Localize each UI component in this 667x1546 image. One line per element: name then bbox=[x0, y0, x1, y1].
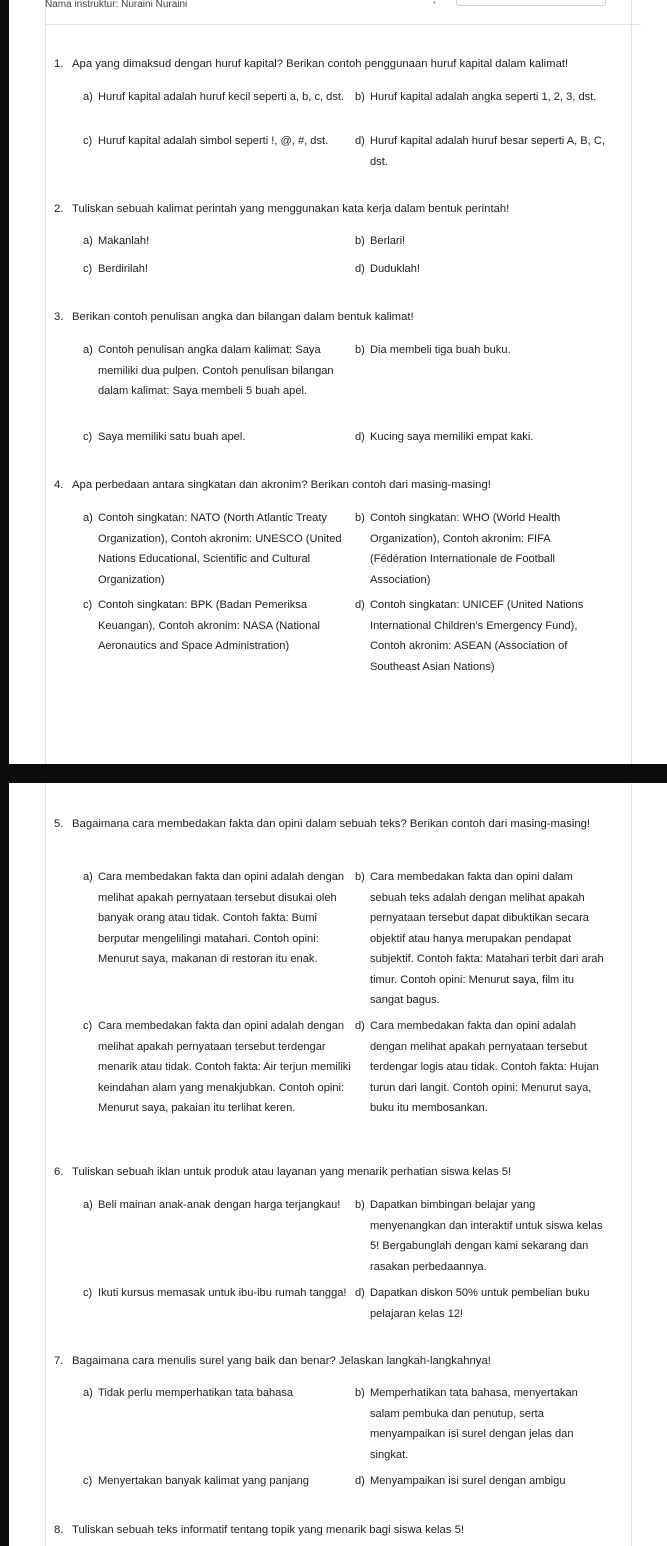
option-letter: d) bbox=[355, 1475, 365, 1487]
option-letter: c) bbox=[83, 135, 93, 147]
option-3a[interactable] bbox=[83, 340, 354, 402]
question-text: Tuliskan sebuah iklan untuk produk atau layanan yang menarik perhatian siswa kelas 5! bbox=[72, 1166, 512, 1178]
option-text: Menyertakan banyak kalimat yang panjang bbox=[98, 1475, 309, 1487]
option-4c[interactable] bbox=[83, 595, 354, 657]
option-letter: c) bbox=[83, 431, 93, 443]
option-7d[interactable] bbox=[355, 1471, 608, 1492]
question-text: Apa yang dimaksud dengan huruf kapital? Berikan contoh penggunaan huruf kapital dalam kalimat! bbox=[72, 58, 569, 70]
option-text: Berlari! bbox=[370, 235, 406, 247]
option-text: Dapatkan diskon 50% untuk pembelian buku pelajaran kelas 12! bbox=[370, 1287, 590, 1320]
option-letter: b) bbox=[355, 235, 365, 247]
option-text: Cara membedakan fakta dan opini adalah dengan melihat apakah pernyataan tersebut terdengar logis atau tidak. Contoh fakta: Hujan turun dari langit. Contoh opini: Menurut saya, buku itu membosankan. bbox=[370, 1020, 599, 1114]
option-7b[interactable] bbox=[355, 1383, 608, 1465]
option-text: Cara membedakan fakta dan opini adalah dengan melihat apakah pernyataan tersebut disukai oleh banyak orang atau tidak. Contoh fakta: Bumi berputar mengelilingi matahari. Contoh opini: Menurut saya, makanan di restoran itu enak. bbox=[98, 871, 345, 965]
option-5d[interactable] bbox=[355, 1016, 608, 1119]
option-text: Huruf kapital adalah huruf kecil seperti a, b, c, dst. bbox=[98, 91, 345, 103]
question-number: 8. bbox=[54, 1524, 64, 1536]
option-1a[interactable] bbox=[83, 87, 354, 108]
question-text: Apa perbedaan antara singkatan dan akronim? Berikan contoh dari masing-masing! bbox=[72, 479, 491, 491]
question-text: Berikan contoh penulisan angka dan bilangan dalam bentuk kalimat! bbox=[72, 311, 414, 323]
option-letter: d) bbox=[355, 1287, 365, 1299]
option-4d[interactable] bbox=[355, 595, 608, 677]
option-letter: c) bbox=[83, 1475, 93, 1487]
option-3c[interactable] bbox=[83, 427, 354, 448]
margin-rule-left bbox=[45, 0, 46, 764]
question-text: Tuliskan sebuah kalimat perintah yang menggunakan kata kerja dalam bentuk perintah! bbox=[72, 203, 510, 215]
option-letter: b) bbox=[355, 871, 365, 883]
option-letter: c) bbox=[83, 263, 93, 275]
option-3d[interactable] bbox=[355, 427, 608, 448]
worksheet-page-1 bbox=[9, 0, 667, 764]
option-letter: a) bbox=[83, 91, 93, 103]
margin-rule-left bbox=[45, 783, 46, 1546]
option-text: Memperhatikan tata bahasa, menyertakan salam pembuka dan penutup, serta menyampaikan isi surel dengan jelas dan singkat. bbox=[370, 1387, 578, 1461]
question-number: 6. bbox=[54, 1166, 64, 1178]
question-number: 5. bbox=[54, 818, 64, 830]
option-6c[interactable] bbox=[83, 1283, 354, 1304]
option-2d[interactable] bbox=[355, 259, 608, 280]
margin-rule-right bbox=[631, 0, 632, 764]
option-text: Berdirilah! bbox=[98, 263, 148, 275]
option-text: Duduklah! bbox=[370, 263, 420, 275]
option-text: Huruf kapital adalah huruf besar seperti A, B, C, dst. bbox=[370, 135, 605, 168]
option-text: Tidak perlu memperhatikan tata bahasa bbox=[98, 1387, 294, 1399]
option-text: Dapatkan bimbingan belajar yang menyenangkan dan interaktif untuk siswa kelas 5! Bergabunglah dengan kami sekarang dan rasakan perbedaannya. bbox=[370, 1199, 603, 1273]
option-letter: c) bbox=[83, 599, 93, 611]
option-letter: c) bbox=[83, 1287, 93, 1299]
option-5c[interactable] bbox=[83, 1016, 354, 1119]
option-2b[interactable] bbox=[355, 231, 608, 252]
option-letter: a) bbox=[83, 1387, 93, 1399]
option-3b[interactable] bbox=[355, 340, 608, 361]
worksheet-page-2 bbox=[9, 783, 667, 1546]
option-6a[interactable] bbox=[83, 1195, 354, 1216]
option-text: Contoh singkatan: BPK (Badan Pemeriksa Keuangan), Contoh akronim: NASA (National Aeronautics and Space Administration) bbox=[98, 599, 320, 652]
option-text: Ikuti kursus memasak untuk ibu-ibu rumah tangga! bbox=[98, 1287, 347, 1299]
question-number: 2. bbox=[54, 203, 64, 215]
option-5b[interactable] bbox=[355, 867, 608, 1011]
option-7a[interactable] bbox=[83, 1383, 354, 1404]
option-2c[interactable] bbox=[83, 259, 354, 280]
option-text: Cara membedakan fakta dan opini dalam sebuah teks adalah dengan melihat apakah pernyataan tersebut dapat dibuktikan secara objektif atau hanya merupakan pendapat subjektif. Contoh fakta: Matahari terbit dari arah timur. Contoh opini: Menurut saya, film itu sangat bagus. bbox=[370, 871, 604, 1006]
option-letter: a) bbox=[83, 344, 93, 356]
option-text: Makanlah! bbox=[98, 235, 150, 247]
option-text: Dia membeli tiga buah buku. bbox=[370, 344, 511, 356]
option-6b[interactable] bbox=[355, 1195, 608, 1277]
option-1d[interactable] bbox=[355, 131, 608, 172]
option-letter: b) bbox=[355, 1199, 365, 1211]
option-letter: c) bbox=[83, 1020, 93, 1032]
option-text: Saya memiliki satu buah apel. bbox=[98, 431, 246, 443]
option-letter: b) bbox=[355, 91, 365, 103]
option-letter: a) bbox=[83, 235, 93, 247]
option-1c[interactable] bbox=[83, 131, 354, 152]
instructor-name: Nama instruktur: Nuraini Nuraini bbox=[45, 0, 188, 10]
option-letter: a) bbox=[83, 512, 93, 524]
option-2a[interactable] bbox=[83, 231, 354, 252]
option-letter: d) bbox=[355, 599, 365, 611]
option-letter: d) bbox=[355, 135, 365, 147]
option-text: Huruf kapital adalah simbol seperti !, @, #, dst. bbox=[98, 135, 329, 147]
question-text: Tuliskan sebuah teks informatif tentang topik yang menarik bagi siswa kelas 5! bbox=[72, 1524, 465, 1536]
option-text: Huruf kapital adalah angka seperti 1, 2, 3, dst. bbox=[370, 91, 597, 103]
question-number: 1. bbox=[54, 58, 64, 70]
option-text: Contoh penulisan angka dalam kalimat: Saya memiliki dua pulpen. Contoh penulisan bilangan dalam kalimat: Saya membeli 5 buah apel. bbox=[98, 344, 334, 397]
option-5a[interactable] bbox=[83, 867, 354, 970]
option-6d[interactable] bbox=[355, 1283, 608, 1324]
option-text: Menyampaikan isi surel dengan ambigu bbox=[370, 1475, 566, 1487]
option-letter: b) bbox=[355, 512, 365, 524]
question-number: 3. bbox=[54, 311, 64, 323]
option-letter: a) bbox=[83, 1199, 93, 1211]
option-text: Contoh singkatan: NATO (North Atlantic Treaty Organization), Contoh akronim: UNESCO (United Nations Educational, Scientific and Cultural Organization) bbox=[98, 512, 342, 586]
field-marker: • bbox=[433, 0, 436, 7]
option-letter: d) bbox=[355, 263, 365, 275]
question-text: Bagaimana cara membedakan fakta dan opini dalam sebuah teks? Berikan contoh dari masing-masing! bbox=[72, 818, 591, 830]
question-number: 4. bbox=[54, 479, 64, 491]
question-number: 7. bbox=[54, 1355, 64, 1367]
question-text: Bagaimana cara menulis surel yang baik dan benar? Jelaskan langkah-langkahnya! bbox=[72, 1355, 491, 1367]
option-4b[interactable] bbox=[355, 508, 608, 590]
option-text: Contoh singkatan: UNICEF (United Nations International Children's Emergency Fund), Contoh akronim: ASEAN (Association of Southeast Asian Nations) bbox=[370, 599, 584, 673]
option-text: Contoh singkatan: WHO (World Health Organization), Contoh akronim: FIFA (Fédération Internationale de Football Association) bbox=[370, 512, 561, 586]
option-text: Beli mainan anak-anak dengan harga terjangkau! bbox=[98, 1199, 341, 1211]
option-4a[interactable] bbox=[83, 508, 354, 590]
option-7c[interactable] bbox=[83, 1471, 354, 1492]
option-letter: b) bbox=[355, 344, 365, 356]
option-letter: d) bbox=[355, 1020, 365, 1032]
option-text: Cara membedakan fakta dan opini adalah dengan melihat apakah pernyataan tersebut terdengar menarik atau tidak. Contoh fakta: Air terjun memiliki keindahan alam yang menakjubkan. Contoh opini: Menurut saya, pakaian itu terlihat keren. bbox=[98, 1020, 351, 1114]
option-letter: a) bbox=[83, 871, 93, 883]
option-1b[interactable] bbox=[355, 87, 608, 108]
header-input-field[interactable] bbox=[456, 0, 606, 6]
option-letter: d) bbox=[355, 431, 365, 443]
option-letter: b) bbox=[355, 1387, 365, 1399]
option-text: Kucing saya memiliki empat kaki. bbox=[370, 431, 534, 443]
